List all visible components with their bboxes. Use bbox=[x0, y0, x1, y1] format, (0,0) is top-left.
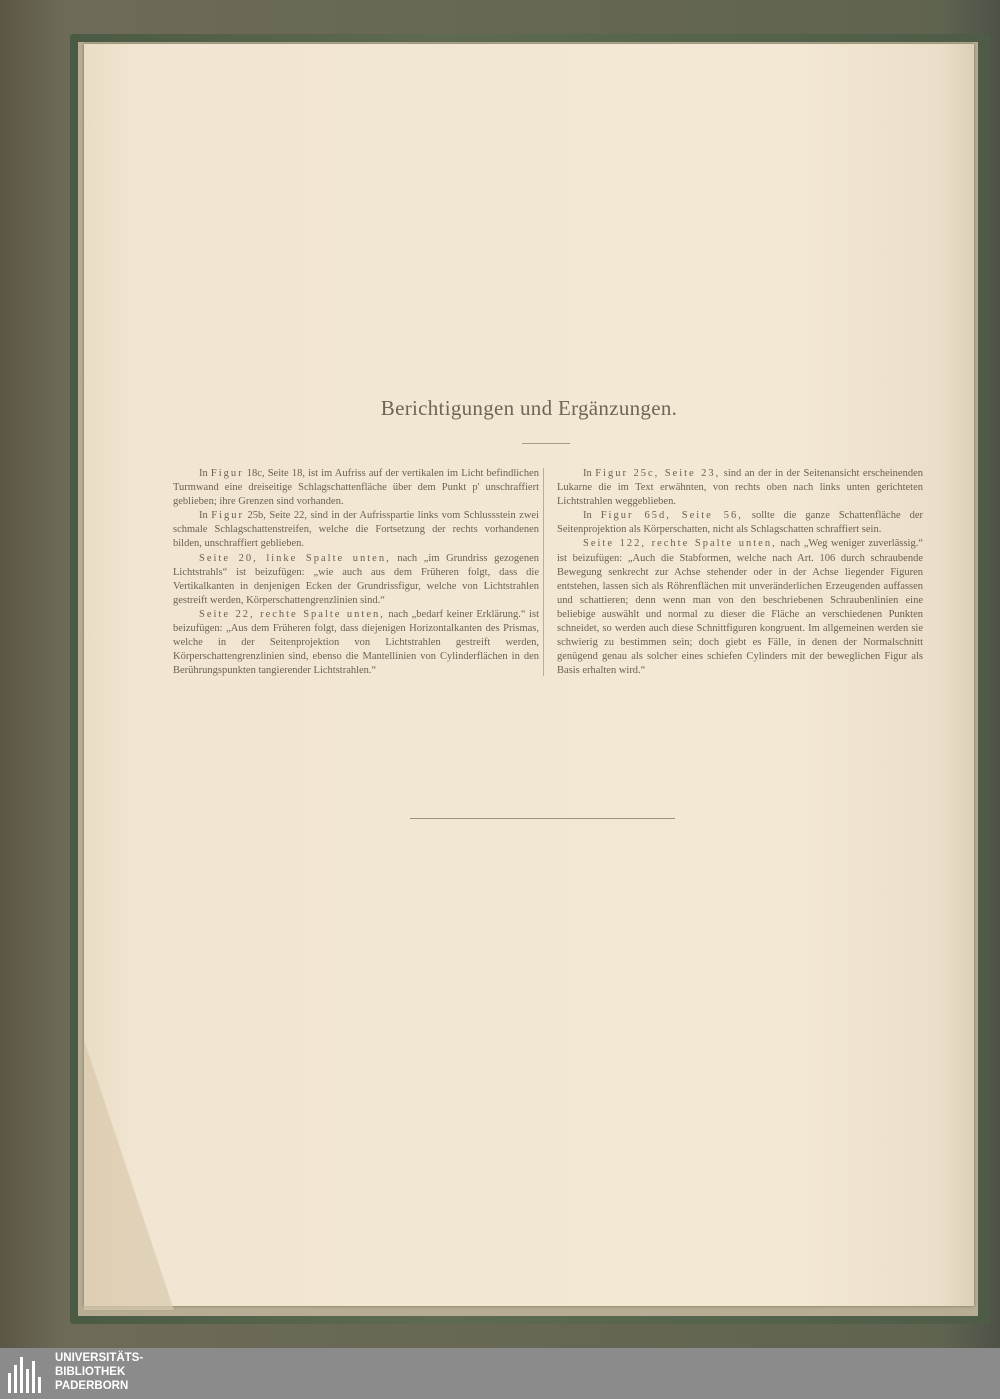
right-column bbox=[557, 467, 923, 678]
spaced-reference: Figur bbox=[210, 468, 244, 479]
closing-rule bbox=[410, 818, 675, 819]
paragraph: Seite 22, rechte Spalte unten, nach „bedarf keiner Erklärung.“ ist beizufügen: „Aus dem Früheren folgt, dass diejenigen Horizontalkanten des Prismas, welche in der Seitenprojektion von Lichtstrahlen gestreift werden, Körperschattengrenzlinien sind, ebenso die Mantellinien von Cylinderflächen in den Berührungspunkten tangierender Lichtstrahlen.“ bbox=[173, 608, 539, 677]
paragraph: In Figur 25c, Seite 23, sind an der in der Seitenansicht erscheinenden Lukarne die im Text erwähnten, von rechts oben nach links unten gerichteten Lichtstrahlen weggeblieben. bbox=[557, 468, 923, 508]
page-title: Berichtigungen und Ergänzungen. bbox=[380, 396, 678, 420]
paragraph: In Figur 65d, Seite 56, sollte die ganze Schattenfläche der Seitenprojektion als Körperschatten, nicht als Schlagschatten schraffiert sein. bbox=[557, 510, 924, 536]
title-rule bbox=[522, 443, 570, 444]
paragraph: Seite 20, linke Spalte unten, nach „im Grundriss gezogenen Lichtstrahls“ ist beizufügen: „wie auch aus dem Früheren folgt, dass die Vertikalkanten in denjenigen Ecken der Grundrissfigur, welche von Lichtstrahlen gestreift werden, Körperschattengrenzlinien sind.“ bbox=[173, 552, 539, 606]
page-fold-corner bbox=[84, 1040, 174, 1310]
left-column bbox=[173, 467, 539, 678]
spaced-reference: Seite 22, rechte Spalte unten, bbox=[199, 608, 385, 620]
spaced-reference: Seite 20, linke Spalte unten, bbox=[199, 552, 391, 564]
spaced-reference: Seite 122, rechte Spalte unten, bbox=[583, 538, 777, 550]
paragraph: In Figur 18c, Seite 18, ist im Aufriss auf der vertikalen im Licht befindlichen Turmwand eine dreiseitige Schlagschattenfläche über dem Punkt p' unschraffiert geblieben; ihre Grenzen sind vorhanden. bbox=[173, 468, 540, 508]
library-logo-text: UNIVERSITÄTS- BIBLIOTHEK PADERBORN bbox=[55, 1352, 144, 1392]
paragraph: Seite 122, rechte Spalte unten, nach „Weg weniger zuverlässig.“ ist beizufügen: „Auch die Stabformen, welche nach Art. 106 durch schraubende Bewegung senkrecht zur Achse stehender oder in der Achse liegender Figuren entstehen, lassen sich als Röhrenflächen mit unveränderlichen Erzeugenden auffassen und schattieren; denn wenn man von den beschriebenen Schraubenlinien eine beliebige auswählt und normal zu dieser die Fläche an verschiedenen Punkten schneidet, so werden auch diese Schnittfiguren kongruent. Im allgemeinen werden sie schwierig zu bestimmen sein; doch giebt es Fälle, in denen der Normalschnitt genügend genau als solcher eines schiefen Cylinders mit der beweglichen Figur als Basis erhalten wird.“ bbox=[557, 538, 923, 677]
paragraph: In Figur 25b, Seite 22, sind in der Aufrisspartie links vom Schlussstein zwei schmale Schlagschattenstreifen, welche die Fortsetzung der rechts vorhandenen bilden, unschraffiert geblieben. bbox=[173, 510, 539, 550]
library-footer bbox=[0, 1348, 1000, 1399]
column-divider bbox=[543, 468, 544, 676]
spaced-reference: Figur 65d, Seite 56, bbox=[600, 510, 743, 522]
spaced-reference: Figur bbox=[211, 510, 244, 522]
spaced-reference: Figur 25c, Seite 23, bbox=[595, 468, 721, 479]
library-logo-icon bbox=[8, 1355, 48, 1393]
